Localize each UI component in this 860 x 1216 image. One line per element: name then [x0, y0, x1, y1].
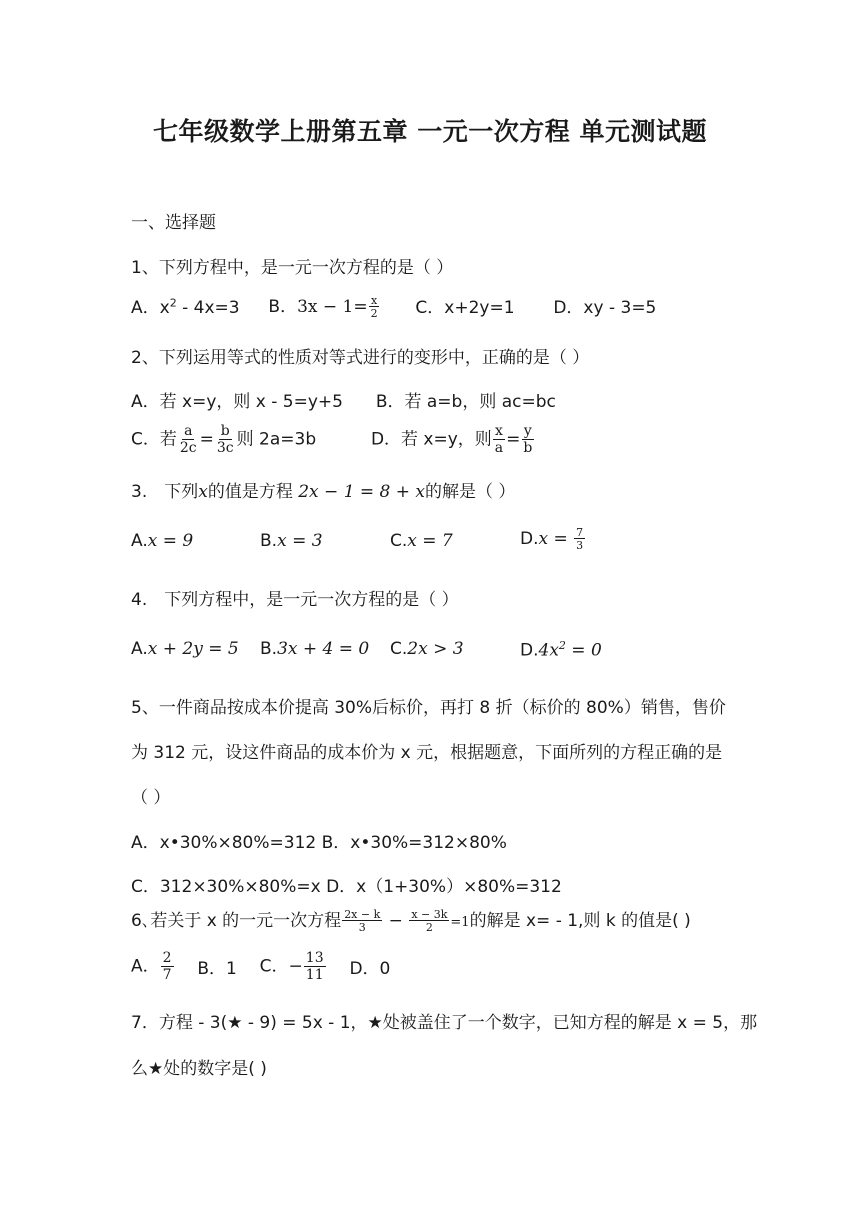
question-6-stem: 6､若关于 x 的一元一次方程 $\frac{2x - k}{3}$ − $\frac{x - 3k}{2}$ =1的解是 x= - 1,则 k 的值是( )	[131, 908, 691, 934]
q1-option-c: C．x+2y=1	[415, 298, 515, 318]
question-2-options-cd	[131, 424, 535, 455]
question-4-options	[131, 639, 731, 665]
q3-option-d: D.x = $\frac{7}{3}$	[520, 526, 584, 552]
question-5-line-2: 为 312 元，设这件商品的成本价为 x 元，根据题意，下面所列的方程正确的是	[131, 743, 723, 763]
q4-option-a: A.x + 2y = 5	[131, 639, 239, 659]
fraction: $\frac{a}{2c}$	[179, 423, 197, 456]
q3-option-a: A.x = 9	[131, 531, 194, 551]
q6-option-c: C．− $\frac{13}{11}$	[259, 950, 324, 983]
question-5-options-cd: C．312×30%×80%=x D．x（1+30%）×80%=312	[131, 877, 562, 897]
q4-option-b: B.3x + 4 = 0	[260, 639, 370, 659]
section-heading: 一、选择题	[131, 213, 216, 233]
fraction: $\frac{x - 3k}{2}$	[411, 908, 448, 934]
fraction: $\frac{2x - k}{3}$	[344, 908, 381, 934]
q6-option-a: A． $\frac{2}{7}$	[131, 950, 172, 983]
question-5-line-3: （ ）	[131, 788, 171, 808]
question-2-stem: 2、下列运用等式的性质对等式进行的变形中，正确的是（ ）	[131, 348, 590, 368]
fraction: $\frac{7}{3}$	[576, 526, 584, 552]
q6-option-b: B．1	[197, 959, 237, 979]
q3-option-c: C.x = 7	[390, 531, 453, 551]
q1-option-a: A．$x^2 - 4x=3$	[131, 296, 240, 318]
question-1-options	[131, 292, 656, 319]
question-3-stem: 3. 下列x的值是方程 2x − 1 = 8 + x的解是（ ）	[131, 482, 516, 502]
fraction: $\frac{2}{7}$	[162, 950, 172, 983]
question-7-line-1: 7．方程 - 3(★ - 9) = 5x - 1，★处被盖住了一个数字，已知方程的解是 x = 5，那	[131, 1013, 758, 1033]
page-title: 七年级数学上册第五章 一元一次方程 单元测试题	[153, 117, 707, 146]
question-5-options-ab: A．x•30%×80%=312 B．x•30%=312×80%	[131, 833, 507, 853]
question-2-options-ab	[131, 387, 556, 412]
fraction: $\frac{x}{a}$	[494, 423, 504, 456]
q3-option-b: B.x = 3	[260, 531, 323, 551]
question-6-options	[131, 951, 390, 982]
q6-option-d: D．0	[349, 959, 391, 979]
q4-option-d: $D.4x^2 = 0$	[520, 639, 602, 661]
q2-option-c: C．若 $\frac{a}{2c}$ = $\frac{b}{3c}$ 则 2a=3b	[131, 423, 317, 456]
fraction: $\frac{13}{11}$	[305, 950, 324, 983]
question-5-line-1: 5、一件商品按成本价提高 30%后标价，再打 8 折（标价的 80%）销售，售价	[131, 698, 726, 718]
q1-option-b: B．3x − 1= $\frac{x}{2}$	[268, 294, 378, 320]
fraction: $\frac{y}{b}$	[523, 423, 533, 456]
q4-option-c: C.2x > 3	[390, 639, 464, 659]
q2-option-a: A．若 x=y，则 x - 5=y+5	[131, 392, 343, 412]
question-3-options	[131, 526, 731, 557]
question-7-line-2: 么★处的数字是( )	[131, 1059, 267, 1079]
q2-option-d: D．若 x=y，则 $\frac{x}{a}$ = $\frac{y}{b}$	[370, 423, 533, 456]
question-4-stem: 4. 下列方程中，是一元一次方程的是（ ）	[131, 590, 459, 610]
q1-option-d: D．xy - 3=5	[553, 298, 657, 318]
fraction: $\frac{b}{3c}$	[216, 423, 234, 456]
fraction: $\frac{x}{2}$	[370, 294, 378, 320]
q2-option-b: B．若 a=b，则 ac=bc	[375, 392, 556, 412]
question-1-stem: 1、下列方程中，是一元一次方程的是（ ）	[131, 258, 454, 278]
